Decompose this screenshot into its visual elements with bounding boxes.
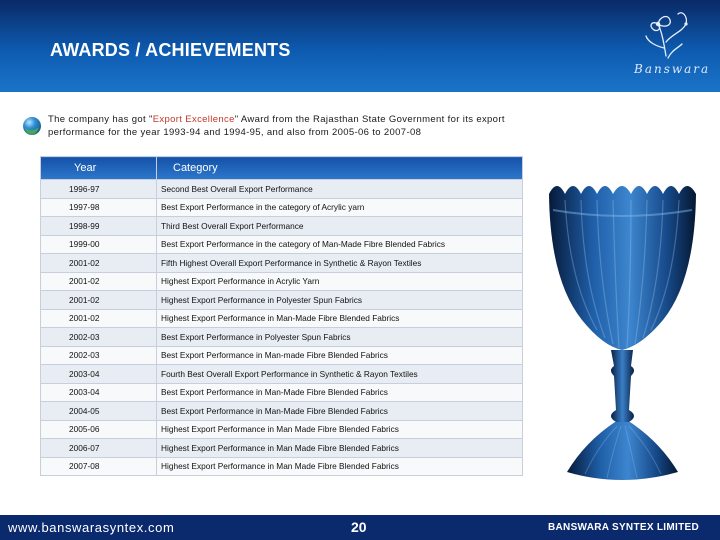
cell-category: Best Export Performance in Man-Made Fibre Blended Fabrics (157, 383, 523, 402)
banswara-flower-logo-icon (628, 2, 718, 90)
cell-year: 1996-97 (41, 180, 157, 199)
cell-year: 2001-02 (41, 291, 157, 310)
table-row (41, 309, 523, 328)
column-header-year: Year (41, 157, 157, 180)
cell-year: 2004-05 (41, 402, 157, 421)
table-row (41, 346, 523, 365)
cell-category: Fourth Best Overall Export Performance in Synthetic & Rayon Textiles (157, 365, 523, 384)
cell-year: 1998-99 (41, 217, 157, 236)
cell-year: 2003-04 (41, 383, 157, 402)
cell-year: 2007-08 (41, 457, 157, 476)
cell-category: Highest Export Performance in Acrylic Yarn (157, 272, 523, 291)
intro-highlight: Export Excellence (152, 114, 235, 125)
cell-category: Highest Export Performance in Man-Made Fibre Blended Fabrics (157, 309, 523, 328)
cell-category: Fifth Highest Overall Export Performance in Synthetic & Rayon Textiles (157, 254, 523, 273)
intro-paragraph (48, 113, 528, 139)
cell-year: 2001-02 (41, 254, 157, 273)
cell-category: Best Export Performance in Polyester Spun Fabrics (157, 328, 523, 347)
table-row (41, 328, 523, 347)
cell-year: 2003-04 (41, 365, 157, 384)
logo-wordmark: Banswara (634, 62, 711, 76)
cell-year: 2002-03 (41, 346, 157, 365)
cell-category: Best Export Performance in Man-Made Fibre Blended Fabrics (157, 402, 523, 421)
cell-year: 2005-06 (41, 420, 157, 439)
awards-table-body (41, 180, 523, 476)
cell-year: 1997-98 (41, 198, 157, 217)
cell-year: 1999-00 (41, 235, 157, 254)
cell-category: Highest Export Performance in Polyester Spun Fabrics (157, 291, 523, 310)
cell-category: Highest Export Performance in Man Made Fibre Blended Fabrics (157, 420, 523, 439)
table-row (41, 180, 523, 199)
cell-category: Highest Export Performance in Man Made Fibre Blended Fabrics (157, 457, 523, 476)
cell-category: Best Export Performance in the category of Man-Made Fibre Blended Fabrics (157, 235, 523, 254)
table-row (41, 217, 523, 236)
column-header-category: Category (157, 157, 523, 180)
table-row (41, 383, 523, 402)
table-header-row (41, 157, 523, 180)
cell-category: Best Export Performance in the category of Acrylic yarn (157, 198, 523, 217)
table-row (41, 198, 523, 217)
title-banner (0, 0, 720, 92)
table-row (41, 254, 523, 273)
cell-category: Highest Export Performance in Man Made Fibre Blended Fabrics (157, 439, 523, 458)
company-name: BANSWARA SYNTEX LIMITED (548, 522, 699, 533)
sphere-bullet-icon (22, 116, 42, 136)
table-row (41, 365, 523, 384)
cell-category: Second Best Overall Export Performance (157, 180, 523, 199)
page-title: AWARDS / ACHIEVEMENTS (50, 40, 291, 60)
awards-table (40, 156, 523, 476)
cell-category: Best Export Performance in Man-made Fibre Blended Fabrics (157, 346, 523, 365)
intro-text-end: " Award from the Rajasthan State Government for its export performance for the year 1993-94 and 1994-95, and also from 2005-06 to 2007-08 (48, 114, 505, 138)
table-row (41, 457, 523, 476)
cell-year: 2006-07 (41, 439, 157, 458)
table-row (41, 291, 523, 310)
table-row (41, 439, 523, 458)
table-row (41, 402, 523, 421)
blue-glass-trophy-image (545, 170, 700, 492)
cell-year: 2001-02 (41, 309, 157, 328)
table-row (41, 420, 523, 439)
footer-bar (0, 515, 720, 540)
intro-text-start: The company has got " (48, 114, 153, 125)
page-number: 20 (351, 519, 367, 535)
cell-category: Third Best Overall Export Performance (157, 217, 523, 236)
table-row (41, 235, 523, 254)
cell-year: 2001-02 (41, 272, 157, 291)
table-row (41, 272, 523, 291)
cell-year: 2002-03 (41, 328, 157, 347)
website-url[interactable]: www.banswarasyntex.com (8, 520, 175, 535)
